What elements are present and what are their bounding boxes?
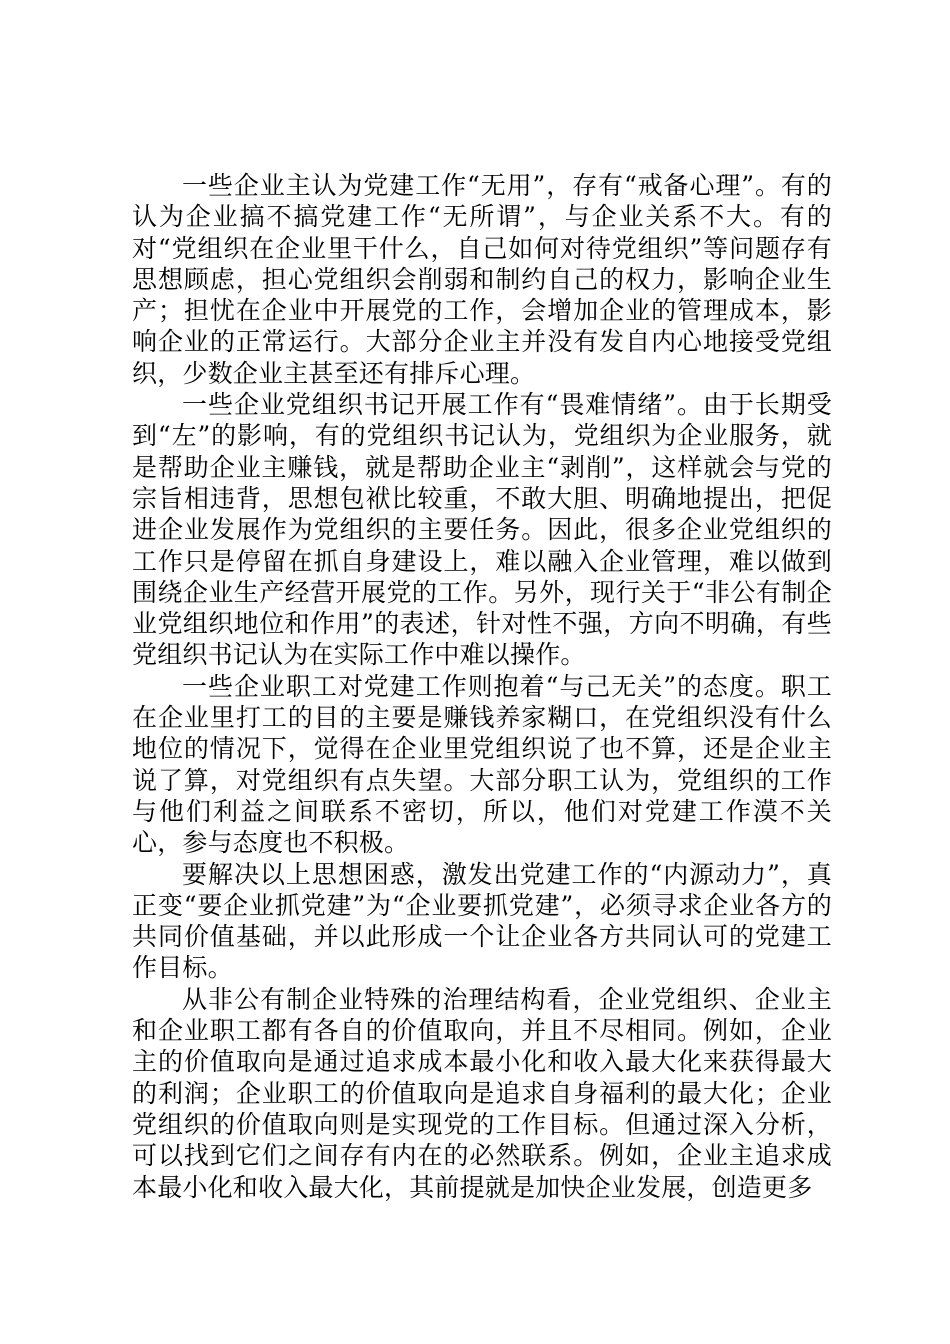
paragraph-2: 一些企业党组织书记开展工作有“畏难情绪”。由于长期受到“左”的影响，有的党组织书记认为，党组织为企业服务，就是帮助企业主赚钱，就是帮助企业主“剥削”，这样就会与党的宗旨相违背，思想包袱比较重，不敢大胆、明确地提出，把促进企业发展作为党组织的主要任务。因此，很多企业党组织的工作只是停留在抓自身建设上，难以融入企业管理，难以做到围绕企业生产经营开展党的工作。另外，现行关于“非公有制企业党组织地位和作用”的表述，针对性不强，方向不明确，有些党组织书记认为在实际工作中难以操作。 — [132, 390, 832, 670]
paragraph-5: 从非公有制企业特殊的治理结构看，企业党组织、企业主和企业职工都有各自的价值取向，并且不尽相同。例如，企业主的价值取向是通过追求成本最小化和收入最大化来获得最大的利润；企业职工的价值取向是追求自身福利的最大化；企业党组织的价值取向则是实现党的工作目标。但通过深入分析，可以找到它们之间存有内在的必然联系。例如，企业主追求成本最小化和收入最大化，其前提就是加快企业发展，创造更多 — [132, 984, 832, 1202]
paragraph-4: 要解决以上思想困惑，激发出党建工作的“内源动力”，真正变“要企业抓党建”为“企业要抓党建”，必须寻求企业各方的共同价值基础，并以此形成一个让企业各方共同认可的党建工作目标。 — [132, 859, 832, 983]
document-body — [132, 170, 832, 1203]
paragraph-1: 一些企业主认为党建工作“无用”，存有“戒备心理”。有的认为企业搞不搞党建工作“无所谓”，与企业关系不大。有的对“党组织在企业里干什么，自己如何对待党组织”等问题存有思想顾虑，担心党组织会削弱和制约自己的权力，影响企业生产；担忧在企业中开展党的工作，会增加企业的管理成本，影响企业的正常运行。大部分企业主并没有发自内心地接受党组织，少数企业主甚至还有排斥心理。 — [132, 171, 832, 388]
paragraph-3: 一些企业职工对党建工作则抱着“与己无关”的态度。职工在企业里打工的目的主要是赚钱养家糊口，在党组织没有什么地位的情况下，觉得在企业里党组织说了也不算，还是企业主说了算，对党组织有点失望。大部分职工认为，党组织的工作与他们利益之间联系不密切，所以，他们对党建工作漠不关心，参与态度也不积极。 — [132, 671, 832, 858]
